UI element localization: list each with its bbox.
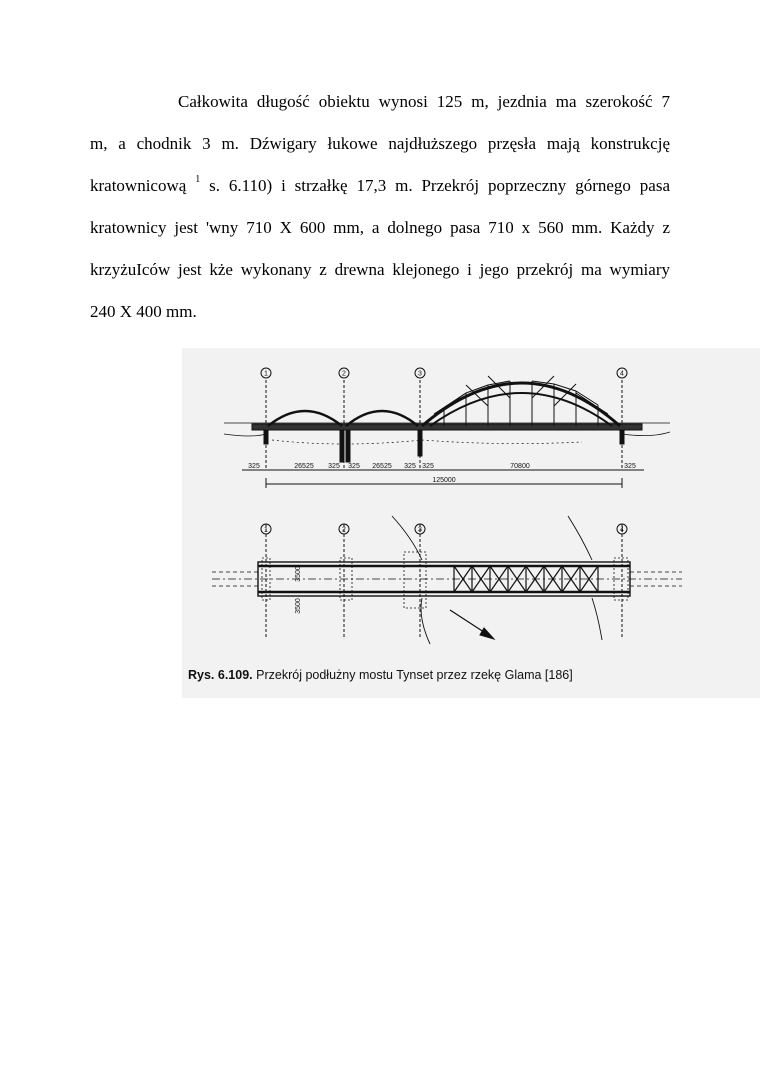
bridge-figure bbox=[182, 348, 760, 698]
dimension-label: 325 bbox=[328, 463, 340, 470]
bridge-drawing bbox=[182, 348, 760, 698]
plan-dim-label: 3500 bbox=[295, 598, 302, 614]
paragraph-line: krzyżuIców jest kże wykonany z drewna klejonego i jego przekrój ma wymiary bbox=[90, 260, 670, 279]
arch-top-chord bbox=[422, 383, 620, 426]
paragraph-line: m, a chodnik 3 m. Dźwigary łukowe najdłuższego przęsła mają konstrukcję bbox=[90, 134, 670, 153]
plan-support-label: 3 bbox=[418, 526, 422, 534]
pier-2a bbox=[340, 430, 344, 462]
plan-dim-label: 3500 bbox=[295, 566, 302, 582]
figure-caption bbox=[188, 668, 573, 682]
total-length-label: 125000 bbox=[432, 477, 456, 484]
plan-support-label: 4 bbox=[620, 526, 624, 534]
support-label: 2 bbox=[342, 370, 346, 378]
dimension-label: 325 bbox=[404, 463, 416, 470]
river-bed bbox=[272, 440, 582, 444]
paragraph-line: Całkowita długość obiektu wynosi 125 m, jezdnia ma szerokość 7 bbox=[178, 92, 670, 111]
dimension-label: 70800 bbox=[510, 463, 530, 470]
paragraph-line bbox=[90, 165, 670, 207]
paragraph-line: 240 X 400 mm. bbox=[90, 302, 197, 321]
paragraph-line-start: kratownicową bbox=[90, 176, 187, 195]
dimension-label: 325 bbox=[248, 463, 260, 470]
pier-3 bbox=[418, 430, 422, 456]
paragraph-line-end: s. 6.110) i strzałkę 17,3 m. Przekrój poprzeczny górnego pasa bbox=[209, 176, 671, 195]
body-paragraph bbox=[90, 81, 670, 333]
plan-support-label: 1 bbox=[264, 526, 268, 534]
pier-4 bbox=[620, 430, 624, 444]
dimension-label: 26525 bbox=[294, 463, 314, 470]
flow-arrow-head bbox=[480, 628, 494, 639]
dimension-label: 26525 bbox=[372, 463, 392, 470]
support-label: 1 bbox=[264, 370, 268, 378]
caption-label: Rys. 6.109. bbox=[188, 668, 253, 682]
arch-bottom-chord bbox=[430, 393, 612, 426]
river-bank-right bbox=[568, 516, 602, 640]
plan-pier-3 bbox=[404, 552, 426, 608]
ground-line bbox=[224, 432, 670, 436]
dimension-label: 325 bbox=[348, 463, 360, 470]
support-label: 4 bbox=[620, 370, 624, 378]
dimension-label: 325 bbox=[624, 463, 636, 470]
paragraph-line: kratownicy jest 'wny 710 X 600 mm, a dolnego pasa 710 x 560 mm. Każdy z bbox=[90, 218, 670, 237]
footnote-mark: 1 bbox=[195, 174, 201, 185]
support-label: 3 bbox=[418, 370, 422, 378]
pier-1 bbox=[264, 430, 268, 444]
caption-text: Przekrój podłużny mostu Tynset przez rzekę Glama [186] bbox=[256, 668, 573, 682]
bridge-deck bbox=[252, 424, 642, 430]
dimension-label: 325 bbox=[422, 463, 434, 470]
river-bank-left bbox=[392, 516, 430, 644]
plan-support-label: 2 bbox=[342, 526, 346, 534]
pier-2b bbox=[346, 430, 350, 462]
